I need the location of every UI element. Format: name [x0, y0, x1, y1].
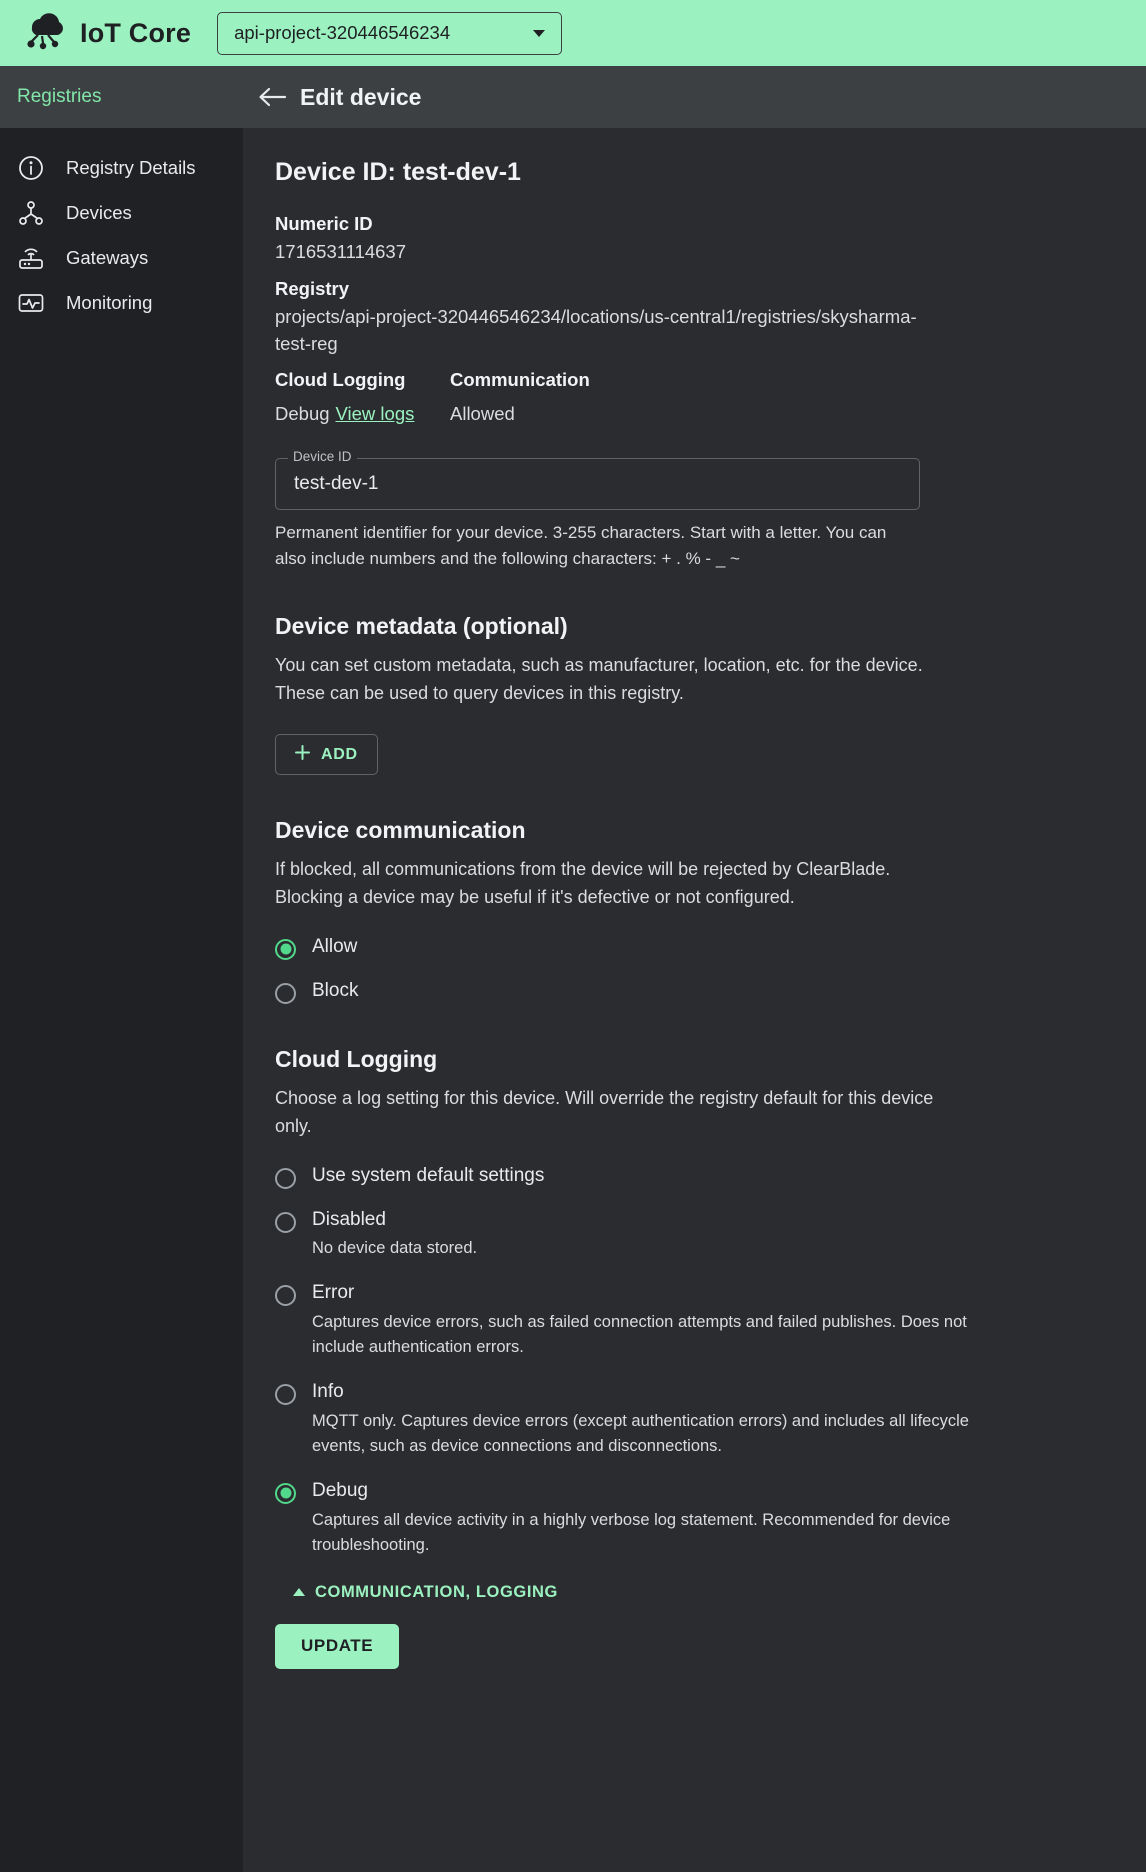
- sidebar-item-monitoring[interactable]: [0, 280, 243, 325]
- communication-summary-label: Communication: [450, 369, 590, 391]
- radio-indicator[interactable]: [275, 1212, 296, 1233]
- communication-summary-value: Allowed: [450, 403, 515, 425]
- radio-option-label: Disabled: [312, 1208, 386, 1230]
- numeric-id-value: 1716531114637: [275, 241, 407, 262]
- brand: [22, 11, 191, 56]
- logging-communication-values: [275, 401, 1118, 428]
- radio-option-info[interactable]: [275, 1381, 1118, 1460]
- iot-cloud-icon: [22, 11, 66, 56]
- cloud-logging-summary-label: Cloud Logging: [275, 369, 406, 391]
- cloud-logging-summary-value: Debug: [275, 403, 330, 425]
- page-title: Edit device: [300, 83, 422, 110]
- view-logs-link[interactable]: View logs: [335, 403, 415, 425]
- add-metadata-button[interactable]: [275, 734, 378, 775]
- gateway-router-icon: [16, 243, 46, 273]
- radio-option-label: Allow: [312, 935, 358, 957]
- info-icon: [16, 153, 46, 183]
- communication-logging-expander-label: COMMUNICATION, LOGGING: [315, 1582, 558, 1601]
- sidebar-item-label: Registry Details: [66, 156, 196, 178]
- sidebar-item-registry-details[interactable]: [0, 145, 243, 190]
- cloud-logging-heading: Cloud Logging: [275, 1045, 438, 1072]
- cloud-logging-radio-group: [275, 1165, 1118, 1559]
- radio-option-error[interactable]: [275, 1282, 1118, 1361]
- radio-option-description: Captures device errors, such as failed connection attempts and failed publishes. Does not include authentication errors.: [312, 1312, 967, 1357]
- sub-bar: [0, 66, 1146, 128]
- radio-indicator[interactable]: [275, 1168, 296, 1189]
- radio-option-label: Error: [312, 1281, 355, 1303]
- device-communication-radio-group: [275, 936, 1118, 1004]
- radio-option-label: Block: [312, 979, 359, 1001]
- logging-communication-summary: [275, 369, 1118, 395]
- page-layout: [0, 128, 1146, 1872]
- radio-indicator[interactable]: [275, 983, 296, 1004]
- radio-indicator[interactable]: [275, 939, 296, 960]
- radio-option-label: Info: [312, 1380, 344, 1402]
- device-id-input[interactable]: [292, 472, 903, 496]
- add-metadata-button-label: ADD: [321, 745, 358, 763]
- sidebar-item-devices[interactable]: [0, 190, 243, 235]
- update-button[interactable]: UPDATE: [275, 1624, 399, 1669]
- radio-option-description: Captures all device activity in a highly verbose log statement. Recommended for device troubleshooting.: [312, 1510, 951, 1555]
- sidebar-item-gateways[interactable]: [0, 235, 243, 280]
- sidebar-item-label: Monitoring: [66, 291, 153, 313]
- radio-option-disabled[interactable]: [275, 1209, 1118, 1262]
- brand-title: IoT Core: [80, 17, 192, 48]
- cloud-logging-description: Choose a log setting for this device. Will override the registry default for this device only.: [275, 1087, 934, 1136]
- project-selector-value: api-project-320446546234: [234, 22, 451, 43]
- radio-option-description: No device data stored.: [312, 1239, 478, 1258]
- radio-indicator[interactable]: [275, 1285, 296, 1306]
- monitoring-pulse-icon: [16, 288, 46, 318]
- metadata-description: You can set custom metadata, such as manufacturer, location, etc. for the device. These can be used to query devices in this registry.: [275, 655, 923, 704]
- device-id-field-legend: Device ID: [288, 449, 357, 464]
- chevron-down-icon: [533, 30, 545, 37]
- project-selector[interactable]: [217, 12, 562, 55]
- radio-option-block[interactable]: [275, 980, 1118, 1004]
- numeric-id-label: Numeric ID: [275, 213, 373, 234]
- radio-option-debug[interactable]: [275, 1480, 1118, 1559]
- radio-option-label: Use system default settings: [312, 1164, 545, 1186]
- device-node-icon: [16, 198, 46, 228]
- device-communication-description: If blocked, all communications from the device will be rejected by ClearBlade. Blocking a device may be useful if it's defective or not configured.: [275, 859, 891, 907]
- device-id-helper-text: Permanent identifier for your device. 3-255 characters. Start with a letter. You can also include numbers and the following characters: + . % - _ ~: [275, 523, 887, 568]
- device-id-field-box[interactable]: [275, 458, 920, 510]
- radio-indicator[interactable]: [275, 1384, 296, 1405]
- radio-option-label: Debug: [312, 1479, 368, 1501]
- radio-option-description: MQTT only. Captures device errors (except authentication errors) and includes all lifecycle events, such as device connections and disconnections.: [312, 1411, 969, 1456]
- radio-option-use-system-default[interactable]: [275, 1165, 1118, 1189]
- main-content: [244, 128, 1146, 1872]
- device-heading: Device ID: test-dev-1: [275, 158, 521, 186]
- device-id-field: [275, 449, 920, 510]
- sidebar-item-label: Devices: [66, 201, 132, 223]
- top-bar: [0, 0, 1146, 66]
- device-communication-heading: Device communication: [275, 817, 526, 844]
- registry-label: Registry: [275, 277, 350, 299]
- breadcrumb-registries[interactable]: Registries: [17, 86, 102, 107]
- plus-icon: [295, 745, 310, 765]
- chevron-up-icon: [293, 1588, 305, 1596]
- radio-option-allow[interactable]: [275, 936, 1118, 960]
- back-arrow-icon[interactable]: [244, 87, 300, 107]
- sidebar-item-label: Gateways: [66, 246, 149, 268]
- radio-indicator[interactable]: [275, 1483, 296, 1504]
- communication-logging-expander[interactable]: [275, 1583, 558, 1602]
- metadata-heading: Device metadata (optional): [275, 613, 568, 640]
- registry-value: projects/api-project-320446546234/locations/us-central1/registries/skysharma-test-reg: [275, 305, 917, 354]
- sidebar: [0, 128, 244, 1872]
